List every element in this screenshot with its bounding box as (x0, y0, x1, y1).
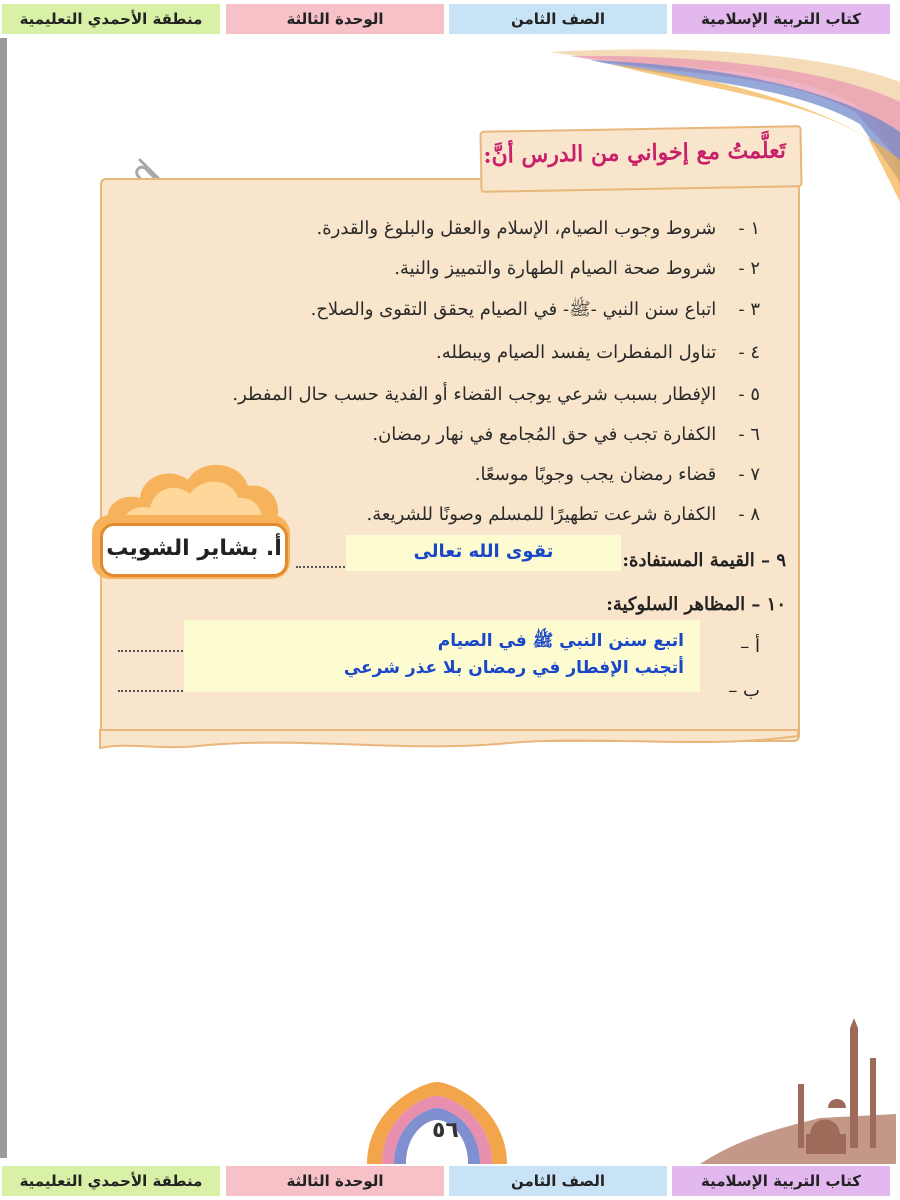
item-text: الإفطار بسبب شرعي يوجب القضاء أو الفدية حسب حال المفطر. (232, 384, 717, 405)
item-number: ٣ - (738, 299, 760, 320)
behavior-label: ١٠ – المظاهر السلوكية: (606, 594, 786, 615)
behavior-answer-2: أتجنب الإفطار في رمضان بلا عذر شرعي (343, 658, 684, 678)
item-text: الكفارة تجب في حق المُجامع في نهار رمضان. (372, 424, 717, 445)
section-title: تَعلَّمتُ مع إخواني من الدرس أنَّ: (483, 137, 787, 169)
list-item (311, 298, 760, 324)
item-number: ٨ - (738, 504, 760, 525)
item-text: الكفارة شرعت تطهيرًا للمسلم وصونًا للشريعة. (366, 504, 717, 525)
behavior-b-label: ب – (728, 680, 760, 701)
item-number: ٢ - (738, 258, 760, 279)
footer-tab-unit: الوحدة الثالثة (226, 1166, 444, 1196)
header-tab-region: منطقة الأحمدي التعليمية (2, 4, 220, 34)
dotted-line (296, 566, 348, 568)
footer-tab-book: كتاب التربية الإسلامية (672, 1166, 890, 1196)
item-number: ١ - (738, 218, 760, 239)
item-text: قضاء رمضان يجب وجوبًا موسعًا. (474, 464, 717, 485)
item-text: تناول المفطرات يفسد الصيام ويبطله. (436, 342, 717, 363)
paper-wavy-edge (98, 728, 800, 752)
item-number: ٦ - (738, 424, 760, 445)
list-item (367, 504, 760, 525)
header-tab-book: كتاب التربية الإسلامية (672, 4, 890, 34)
value-answer: تقوى الله تعالى (346, 535, 621, 571)
item-number: ٧ - (738, 464, 760, 485)
value-label: ٩ – القيمة المستفادة: (622, 550, 786, 571)
teacher-name: أ. بشاير الشويب (100, 523, 288, 577)
behavior-answer-1: اتبع سنن النبي ﷺ في الصيام (437, 631, 684, 651)
behavior-a-label: أ – (740, 636, 760, 657)
dotted-line (118, 650, 186, 652)
list-item (394, 258, 760, 279)
footer-tabs (0, 1166, 900, 1196)
left-margin-bar (0, 38, 7, 1158)
footer-tab-region: منطقة الأحمدي التعليمية (2, 1166, 220, 1196)
item-text: شروط صحة الصيام الطهارة والتمييز والنية. (394, 258, 717, 279)
footer-tab-grade: الصف الثامن (449, 1166, 667, 1196)
list-item (317, 218, 760, 239)
header-tabs (0, 4, 900, 34)
header-tab-grade: الصف الثامن (449, 4, 667, 34)
behavior-answers (184, 620, 700, 692)
dotted-line (118, 690, 186, 692)
item-text: شروط وجوب الصيام، الإسلام والعقل والبلوغ والقدرة. (316, 218, 717, 239)
mosque-silhouette-decoration (700, 1018, 896, 1164)
list-item (436, 342, 760, 363)
item-text: اتباع سنن النبي -ﷺ- في الصيام يحقق التقوى والصلاح. (310, 299, 717, 320)
header-tab-unit: الوحدة الثالثة (226, 4, 444, 34)
page-number: ٥٦ (432, 1118, 459, 1143)
list-item (372, 424, 760, 445)
list-item (232, 384, 760, 405)
section-title-box (479, 125, 802, 193)
item-number: ٥ - (738, 384, 760, 405)
list-item (475, 464, 760, 485)
teacher-badge (92, 515, 290, 579)
item-number: ٤ - (738, 342, 760, 363)
